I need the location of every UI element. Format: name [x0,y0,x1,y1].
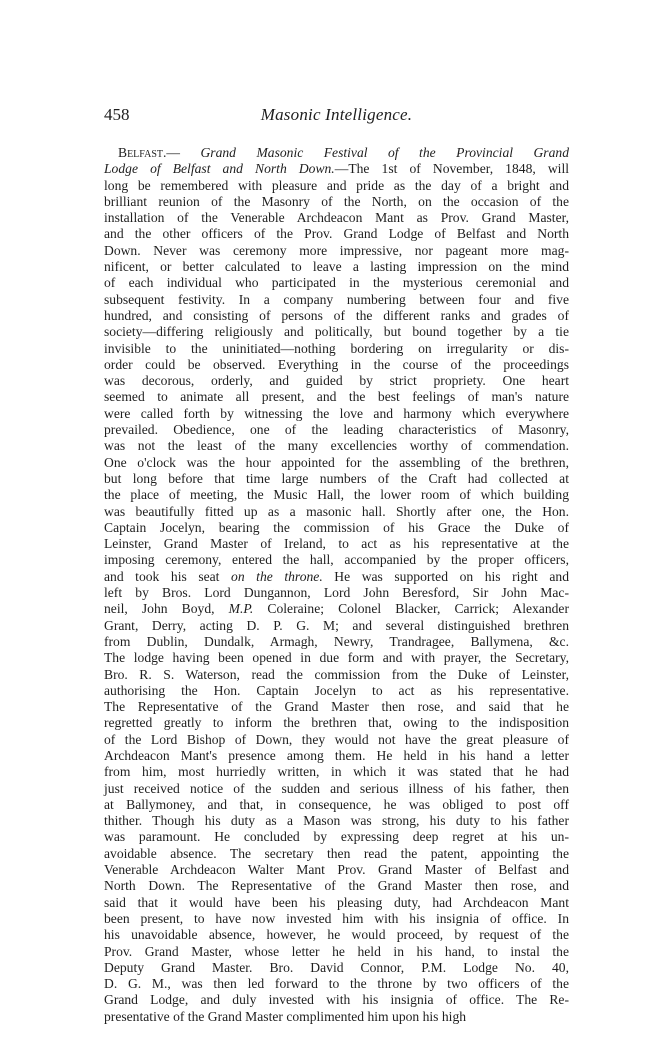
text-line: was not the least of the many excellencies worthy of commendation. [104,438,569,454]
text-line: left by Bros. Lord Dungannon, Lord John Beresford, Sir John Mac- [104,585,569,601]
text-line: thither. Though his duty as a Mason was strong, his duty to his father [104,813,569,829]
italic-text: Grand Masonic Festival of the Provincial Grand [200,145,569,160]
text-line: Bro. R. S. Waterson, read the commission from the Duke of Leinster, [104,666,569,682]
place-name: Belfast. [118,145,167,160]
text-line: presentative of the Grand Master complimented him upon his high [104,1008,467,1024]
text-line: Venerable Archdeacon Walter Mant Prov. Grand Master of Belfast and [104,862,569,878]
text-line: and the other officers of the Prov. Grand Lodge of Belfast and North [104,226,569,242]
text-line: avoidable absence. The secretary then read the patent, appointing the [104,845,569,861]
text-line: hundred, and consisting of persons of the different ranks and grades of [104,307,569,323]
text-line: from Dublin, Dundalk, Armagh, Newry, Trandragee, Ballymena, &c. [104,633,569,649]
text-line: was beautifully fitted up as a masonic hall. Shortly after one, the Hon. [104,503,569,519]
text-line: order could be observed. Everything in the course of the proceedings [104,356,569,372]
article-body [104,145,569,1025]
text-line: regretted greatly to inform the brethren that, owing to the indisposition [104,715,569,731]
text-line: was paramount. He concluded by expressing deep regret at his un- [104,829,569,845]
italic-text: M.P. [228,601,254,617]
text-line: Down. Never was ceremony more impressive, nor pageant more mag- [104,242,569,258]
text-line: installation of the Venerable Archdeacon Mant as Prov. Grand Master, [104,210,569,226]
running-title: Masonic Intelligence. [260,105,413,124]
text-line: One o'clock was the hour appointed for the assembling of the brethren, [104,454,569,470]
text-line: D. G. M., was then led forward to the throne by two officers of the [104,976,569,992]
text-line: of each individual who participated in the mysterious ceremonial and [104,275,569,291]
text-line: of the Lord Bishop of Down, they would not have the great pleasure of [104,731,569,747]
text-line: been present, to have now invested him with his insignia of office. In [104,910,569,926]
line-text: —The 1st of November, 1848, will [334,161,569,177]
italic-text: Lodge of Belfast and North Down. [104,161,335,177]
text-line [104,145,569,161]
text-line: Leinster, Grand Master of Ireland, to act as his representative at the [104,536,569,552]
text-line [104,569,569,585]
text-line: Grand Lodge, and duly invested with his insignia of office. The Re- [104,992,569,1008]
text-line: authorising the Hon. Captain Jocelyn to act as his representative. [104,682,569,698]
text-line: nificent, or better calculated to leave a lasting impression on the mind [104,259,569,275]
text-line: The Representative of the Grand Master then rose, and said that he [104,699,569,715]
text-line: from him, most hurriedly written, in which it was stated that he had [104,764,569,780]
text-line: Archdeacon Mant's presence among them. He held in his hand a letter [104,747,569,763]
text-line: Captain Jocelyn, bearing the commission of his Grace the Duke of [104,519,569,535]
text-line: were called forth by witnessing the love and harmony which everywhere [104,405,569,421]
text-line: Prov. Grand Master, whose letter he held in his hand, to instal the [104,943,569,959]
text-line: invisible to the uninitiated—nothing bordering on irregularity or dis- [104,340,569,356]
line-text: and took his seat [104,568,232,584]
page-header [104,104,569,128]
text-line [104,161,569,177]
text-line: prevailed. Obedience, one of the leading characteristics of Masonry, [104,422,569,438]
text-line [104,601,569,617]
line-text: — [166,145,201,160]
text-line: subsequent festivity. In a company numbering between four and five [104,291,569,307]
text-line: was decorous, orderly, and guided by strict propriety. One heart [104,373,569,389]
text-line: seemed to animate all present, and the best feelings of man's nature [104,389,569,405]
text-line: Deputy Grand Master. Bro. David Connor, P.M. Lodge No. 40, [104,959,569,975]
text-line: Grant, Derry, acting D. P. G. M; and several distinguished brethren [104,617,569,633]
text-line: just received notice of the sudden and serious illness of his father, then [104,780,569,796]
text-line: The lodge having been opened in due form and with prayer, the Secretary, [104,650,569,666]
text-line: imposing ceremony, entered the hall, accompanied by the proper officers, [104,552,569,568]
line-text: neil, John Boyd, [104,601,229,617]
line-text: Coleraine; Colonel Blacker, Carrick; Alexander [253,601,569,617]
text-line: at Ballymoney, and that, in consequence, he was obliged to post off [104,796,569,812]
text-line: but long before that time large numbers of the Craft had collected at [104,470,569,486]
text-line: North Down. The Representative of the Grand Master then rose, and [104,878,569,894]
italic-text: on the throne. [231,568,323,584]
text-line: the place of meeting, the Music Hall, the lower room of which building [104,487,569,503]
text-line: long be remembered with pleasure and pride as the day of a bright and [104,177,569,193]
text-line: his unavoidable absence, however, he would proceed, by request of the [104,927,569,943]
page-number: 458 [104,105,130,124]
text-line: brilliant reunion of the Masonry of the North, on the occasion of the [104,193,569,209]
line-text: He was supported on his right and [322,568,569,584]
text-line: said that it would have been his pleasing duty, had Archdeacon Mant [104,894,569,910]
text-line: society—differing religiously and politically, but bound together by a tie [104,324,569,340]
